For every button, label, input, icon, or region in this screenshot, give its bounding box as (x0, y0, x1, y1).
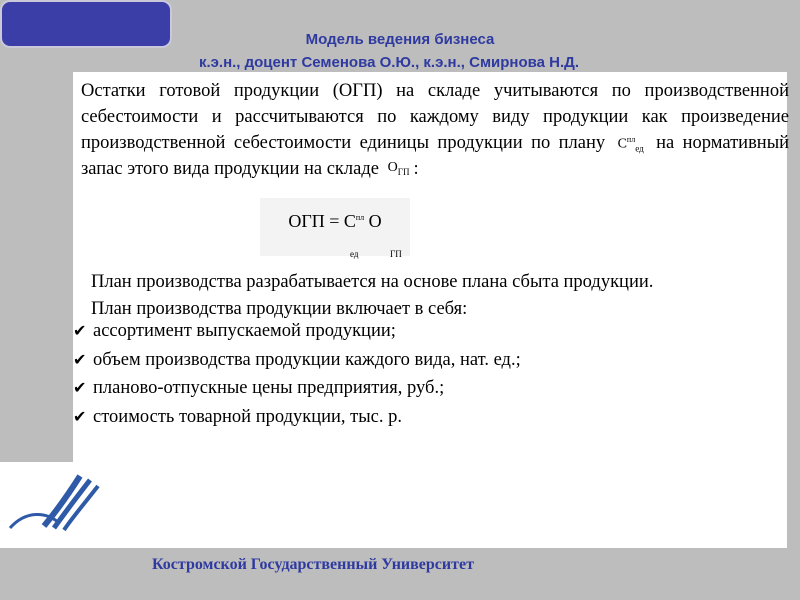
list-item: ✔ планово-отпускные цены предприятия, руб.; (73, 374, 521, 403)
plan-line-1: План производства разрабатывается на основе плана сбыта продукции. (91, 272, 654, 292)
check-icon: ✔ (73, 378, 87, 397)
check-icon: ✔ (73, 406, 87, 426)
slide-authors: к.э.н., доцент Семенова О.Ю., к.э.н., Смирнова Н.Д. (198, 54, 580, 71)
formula-ogp: ОГП = $С^{пл}$ О ед ГП (260, 198, 410, 256)
list-item: ✔ стоимость товарной продукции, тыс. р. (73, 403, 521, 432)
main-paragraph (81, 78, 789, 182)
formula-c-unit-cost: $С^{пл}_{ед}$ (614, 132, 648, 156)
slide-content (73, 72, 790, 548)
check-icon: ✔ (73, 349, 87, 369)
paragraph-text-1: Остатки готовой продукции (ОГП) на складе учитываются по производственной себестоимости и рассчитываются по каждому виду продукции как произведение производственной себестоимости единицы продукции по плану (81, 81, 789, 153)
check-icon: ✔ (73, 321, 87, 340)
plan-line-2: План производства продукции включает в себя: (91, 299, 468, 319)
paragraph-text-2: на нормативный запас этого вида продукции на складе (81, 133, 790, 179)
university-logo-icon (6, 470, 106, 542)
slide-title: Модель ведения бизнеса (305, 31, 495, 48)
paragraph-colon: : (413, 159, 419, 179)
formula-o-gp: $О_{ГП}$ (384, 160, 414, 180)
list-item: ✔ объем производства продукции каждого вида, нат. ед.; (73, 346, 521, 375)
list-item: ✔ ассортимент выпускаемой продукции; (73, 317, 521, 346)
footer-university: Костромской Государственный Университет (152, 556, 474, 573)
bullet-list (73, 317, 521, 431)
